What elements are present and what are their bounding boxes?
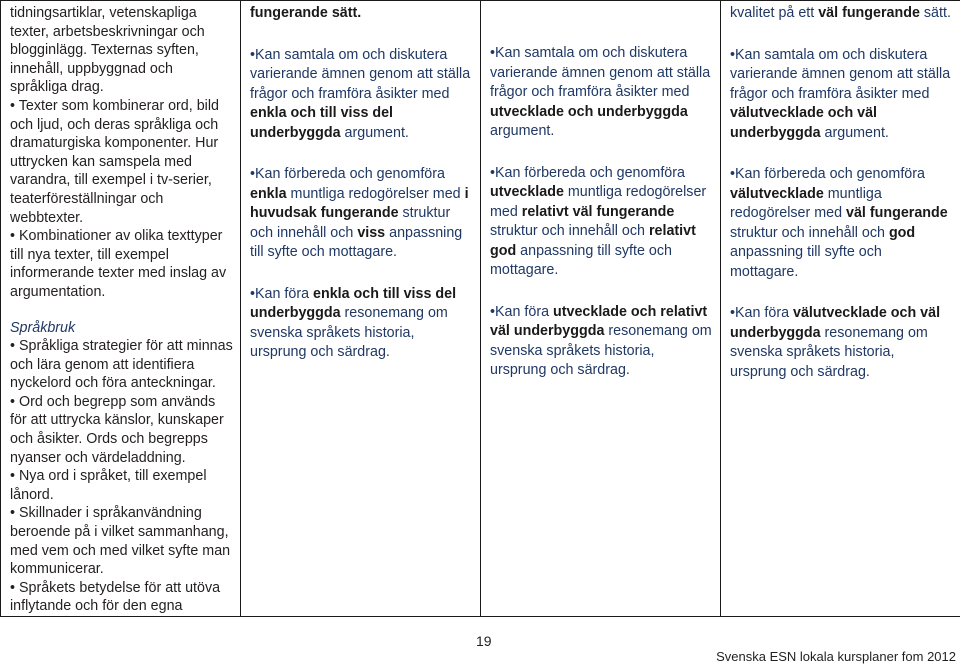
grade-c-reason: •Kan föra utvecklade och relativt väl underbyggda resonemang om svenska språkets historia, ursprung och särdrag. <box>490 303 712 378</box>
grade-a-present: •Kan förbereda och genomföra välutvecklade muntliga redogörelser med väl fungerande struktur och innehåll och god anpassning till syfte och mottagare. <box>730 166 948 280</box>
grade-e-present: •Kan förbereda och genomföra enkla muntliga redogörelser med i huvudsak fungerande struktur och innehåll och viss anpassning till syfte och mottagare. <box>250 166 469 260</box>
bullet-differences: • Skillnader i språkanvändning beroende på i vilket sammanhang, med vem och med vilket syfte man kommunicerar. <box>10 505 231 578</box>
section-title-sprakbruk: Språkbruk <box>10 319 76 336</box>
grade-e-reason: •Kan föra enkla och till viss del underbyggda resonemang om svenska språkets historia, ursprung och särdrag. <box>250 285 457 360</box>
grade-c-present: •Kan förbereda och genomföra utvecklade muntliga redogörelser med relativt väl fungerande struktur och innehåll och relativt god anpassning till syfte och mottagare. <box>490 164 707 278</box>
bullet-texts-combined: • Texter som kombinerar ord, bild och ljud, och deras språkliga och dramaturgiska komponenter. Hur uttrycken kan samspela med varandra, till exempel i tv-serier, teaterföreställningar och webbtexter. <box>10 97 219 226</box>
grade-e-column <box>241 1 481 617</box>
bullet-text-combinations: • Kombinationer av olika texttyper till nya texter, till exempel informerande texter med inslag av argumentation. <box>10 228 227 300</box>
bullet-new-words: • Nya ord i språket, till exempel lånord. <box>10 468 207 503</box>
grade-a-discuss: •Kan samtala om och diskutera varierande ämnen genom att ställa frågor och framföra åsikter med välutvecklade och väl underbyggda argument. <box>730 46 951 141</box>
grade-e-discuss: •Kan samtala om och diskutera varierande ämnen genom att ställa frågor och framföra åsikter med enkla och till viss del underbyggda argument. <box>250 46 471 141</box>
grade-a-column <box>721 1 960 617</box>
intro-text: tidningsartiklar, vetenskapliga texter, arbetsbeskrivningar och blogginlägg. Texternas syften, innehåll, uppbyggnad och språkliga drag. <box>10 5 205 96</box>
grade-a-reason: •Kan föra välutvecklade och väl underbyggda resonemang om svenska språkets historia, ursprung och särdrag. <box>730 305 941 380</box>
grade-c-discuss: •Kan samtala om och diskutera varierande ämnen genom att ställa frågor och framföra åsikter med utvecklade och underbyggda argument. <box>490 45 711 139</box>
table-row <box>1 1 960 617</box>
content-column <box>1 1 241 617</box>
grade-e-top: fungerande sätt. <box>250 5 362 21</box>
bullet-influence: • Språkets betydelse för att utöva inflytande och för den egna <box>10 579 221 615</box>
footer-text: Svenska ESN lokala kursplaner fom 2012 <box>716 649 956 664</box>
grade-a-top: kvalitet på ett väl fungerande sätt. <box>730 5 951 21</box>
page-number: 19 <box>476 633 492 649</box>
grade-c-column <box>481 1 721 617</box>
bullet-strategies: • Språkliga strategier för att minnas och lära genom att identifiera nyckelord och föra anteckningar. <box>10 338 233 392</box>
bullet-concepts: • Ord och begrepp som används för att uttrycka känslor, kunskaper och åsikter. Ords och begrepps nyanser och värdeladdning. <box>10 393 224 466</box>
